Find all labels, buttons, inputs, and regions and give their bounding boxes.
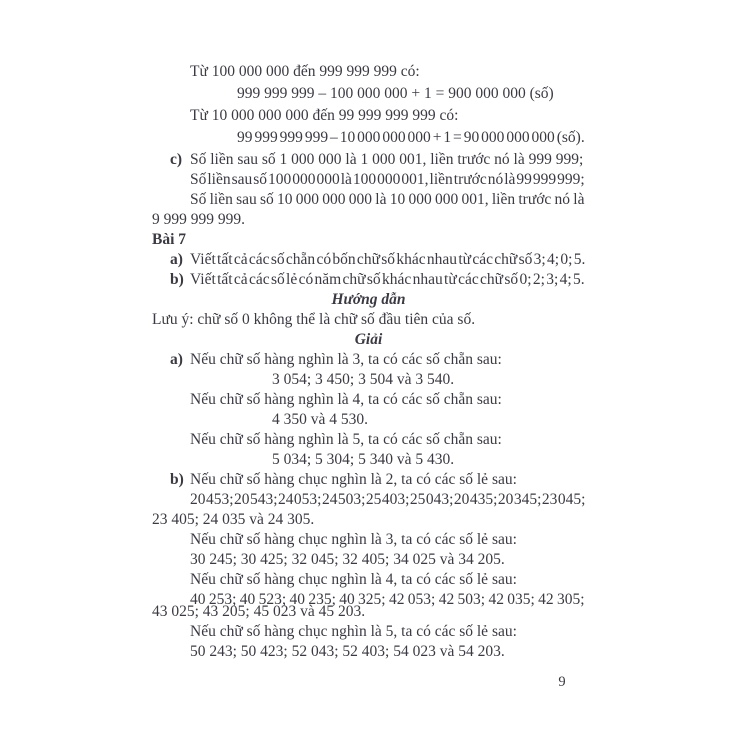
body-indent <box>152 570 585 590</box>
line-text: 40 253; 40 523; 40 235; 40 325; 42 053; 42 503; 42 035; 42 305; <box>190 591 585 608</box>
body-flush <box>152 510 585 530</box>
exercise-heading <box>152 230 585 250</box>
list-item <box>152 150 585 170</box>
list-item <box>152 250 585 270</box>
body-indent <box>152 530 585 550</box>
line-text: Nếu chữ số hàng nghìn là 3, ta có các số chẵn sau: <box>190 351 502 368</box>
body-indent <box>152 622 585 642</box>
result-numbers <box>152 410 585 430</box>
line-text: 23 405; 24 035 và 24 305. <box>152 511 315 528</box>
body-indent-justified <box>152 490 585 510</box>
line-text: 99 999 999 999 – 10 000 000 000 + 1 = 90 000 000 000 (số). <box>237 129 585 146</box>
line-text: Số liền sau số 1 000 000 là 1 000 001, liền trước nó là 999 999; <box>190 151 584 168</box>
line-text: Hướng dẫn <box>331 291 406 308</box>
result-numbers <box>152 370 585 390</box>
body-flush <box>152 210 585 230</box>
body-indent <box>152 430 585 450</box>
page-text <box>152 62 585 662</box>
line-text: Viết tất cả các số lẻ có năm chữ số khác nhau từ các chữ số 0; 2; 3; 4; 5. <box>190 271 585 288</box>
line-text: Số liền sau số 10 000 000 000 là 10 000 000 001, liền trước nó là <box>190 191 585 208</box>
line-text: Viết tất cả các số chẵn có bốn chữ số khác nhau từ các chữ số 3; 4; 0; 5. <box>190 251 586 268</box>
page-number: 9 <box>558 674 566 690</box>
body-indent <box>152 106 585 126</box>
list-item <box>152 270 585 290</box>
item-label: b) <box>170 271 184 288</box>
item-label: c) <box>170 151 183 168</box>
line-text: Nếu chữ số hàng chục nghìn là 2, ta có các số lẻ sau: <box>190 471 517 488</box>
line-text: Số liền sau số 100 000 000 là 100 000 001, liền trước nó là 99 999 999; <box>190 171 585 188</box>
line-text: Từ 100 000 000 đến 999 999 999 có: <box>190 63 420 80</box>
text-block <box>152 62 585 662</box>
line-text: 999 999 999 – 100 000 000 + 1 = 900 000 000 (số) <box>237 85 554 102</box>
line-text: Từ 10 000 000 000 đến 99 999 999 999 có: <box>190 107 459 124</box>
body-indent <box>152 62 585 82</box>
line-text: 20 453; 20 543; 24 053; 24 503; 25 403; 25 043; 20 435; 20 345; 23 045; <box>190 491 586 508</box>
result-numbers <box>152 450 585 470</box>
line-text: 9 999 999 999. <box>152 211 245 228</box>
item-label: a) <box>170 251 183 268</box>
equation <box>152 84 585 104</box>
line-text: Giải <box>354 331 383 348</box>
line-text: 4 350 và 4 530. <box>272 411 369 428</box>
line-text: Nếu chữ số hàng chục nghìn là 4, ta có các số lẻ sau: <box>190 571 517 588</box>
section-heading <box>152 290 585 310</box>
item-label: b) <box>170 471 184 488</box>
body-indent <box>152 390 585 410</box>
line-text: 5 034; 5 304; 5 340 và 5 430. <box>272 451 455 468</box>
section-heading <box>152 330 585 350</box>
line-text: Lưu ý: chữ số 0 không thể là chữ số đầu tiên của số. <box>152 311 476 328</box>
body-indent <box>152 170 585 190</box>
body-indent-justified <box>152 190 585 210</box>
equation <box>152 128 585 148</box>
body-indent <box>152 642 585 662</box>
list-item <box>152 470 585 490</box>
line-text: 3 054; 3 450; 3 504 và 3 540. <box>272 371 455 388</box>
line-text: 30 245; 30 425; 32 045; 32 405; 34 025 và 34 205. <box>190 551 505 568</box>
body-flush <box>152 310 585 330</box>
list-item <box>152 350 585 370</box>
line-text: Nếu chữ số hàng nghìn là 5, ta có các số chẵn sau: <box>190 431 502 448</box>
line-text: Bài 7 <box>152 231 187 248</box>
line-text: 50 243; 50 423; 52 043; 52 403; 54 023 và 54 203. <box>190 643 505 660</box>
line-text: 43 025; 43 205; 45 023 và 45 203. <box>152 603 366 620</box>
line-text: Nếu chữ số hàng chục nghìn là 3, ta có các số lẻ sau: <box>190 531 517 548</box>
line-text: Nếu chữ số hàng nghìn là 4, ta có các số chẵn sau: <box>190 391 502 408</box>
line-text: Nếu chữ số hàng chục nghìn là 5, ta có các số lẻ sau: <box>190 623 517 640</box>
item-label: a) <box>170 351 183 368</box>
body-indent <box>152 550 585 570</box>
